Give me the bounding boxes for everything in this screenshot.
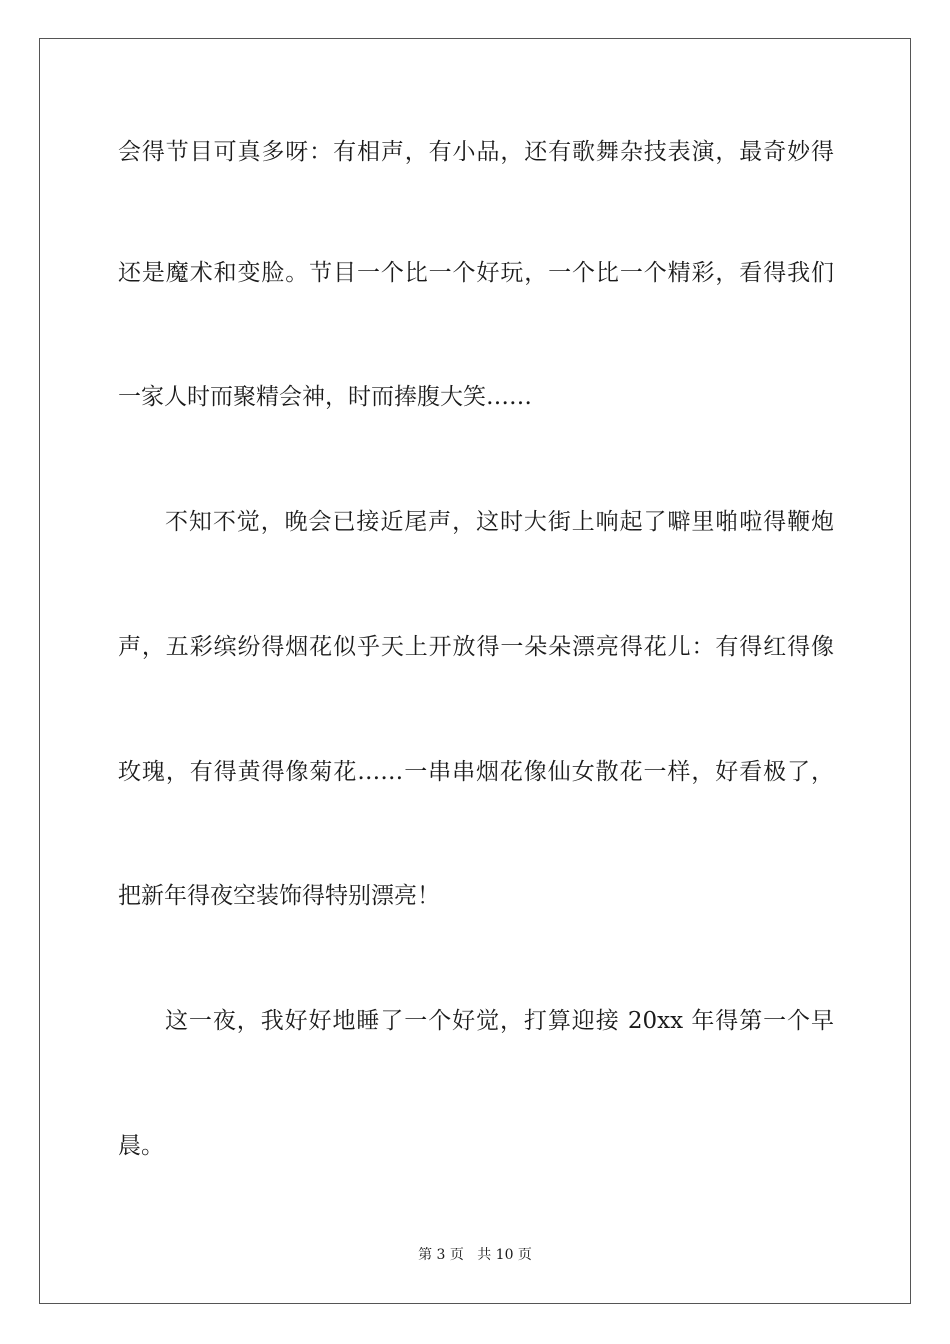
- page-number-footer: 第 3 页 共 10 页: [418, 1247, 532, 1263]
- paragraph-line: 会得节目可真多呀：有相声，有小品，还有歌舞杂技表演，最奇妙得: [118, 139, 834, 165]
- paragraph-line: 把新年得夜空装饰得特别漂亮！: [118, 883, 440, 909]
- paragraph-line: 一家人时而聚精会神，时而捧腹大笑……: [118, 384, 532, 410]
- page-border: [39, 38, 911, 1304]
- paragraph-line: 这一夜，我好好地睡了一个好觉，打算迎接 20xx 年得第一个早: [165, 1008, 834, 1034]
- paragraph-line: 声，五彩缤纷得烟花似乎天上开放得一朵朵漂亮得花儿：有得红得像: [118, 634, 834, 660]
- paragraph-line: 玫瑰，有得黄得像菊花……一串串烟花像仙女散花一样，好看极了，: [118, 759, 834, 785]
- paragraph-line: 晨。: [118, 1133, 164, 1159]
- paragraph-line: 还是魔术和变脸。节目一个比一个好玩，一个比一个精彩，看得我们: [118, 260, 834, 286]
- paragraph-line: 不知不觉，晚会已接近尾声，这时大街上响起了噼里啪啦得鞭炮: [165, 509, 834, 535]
